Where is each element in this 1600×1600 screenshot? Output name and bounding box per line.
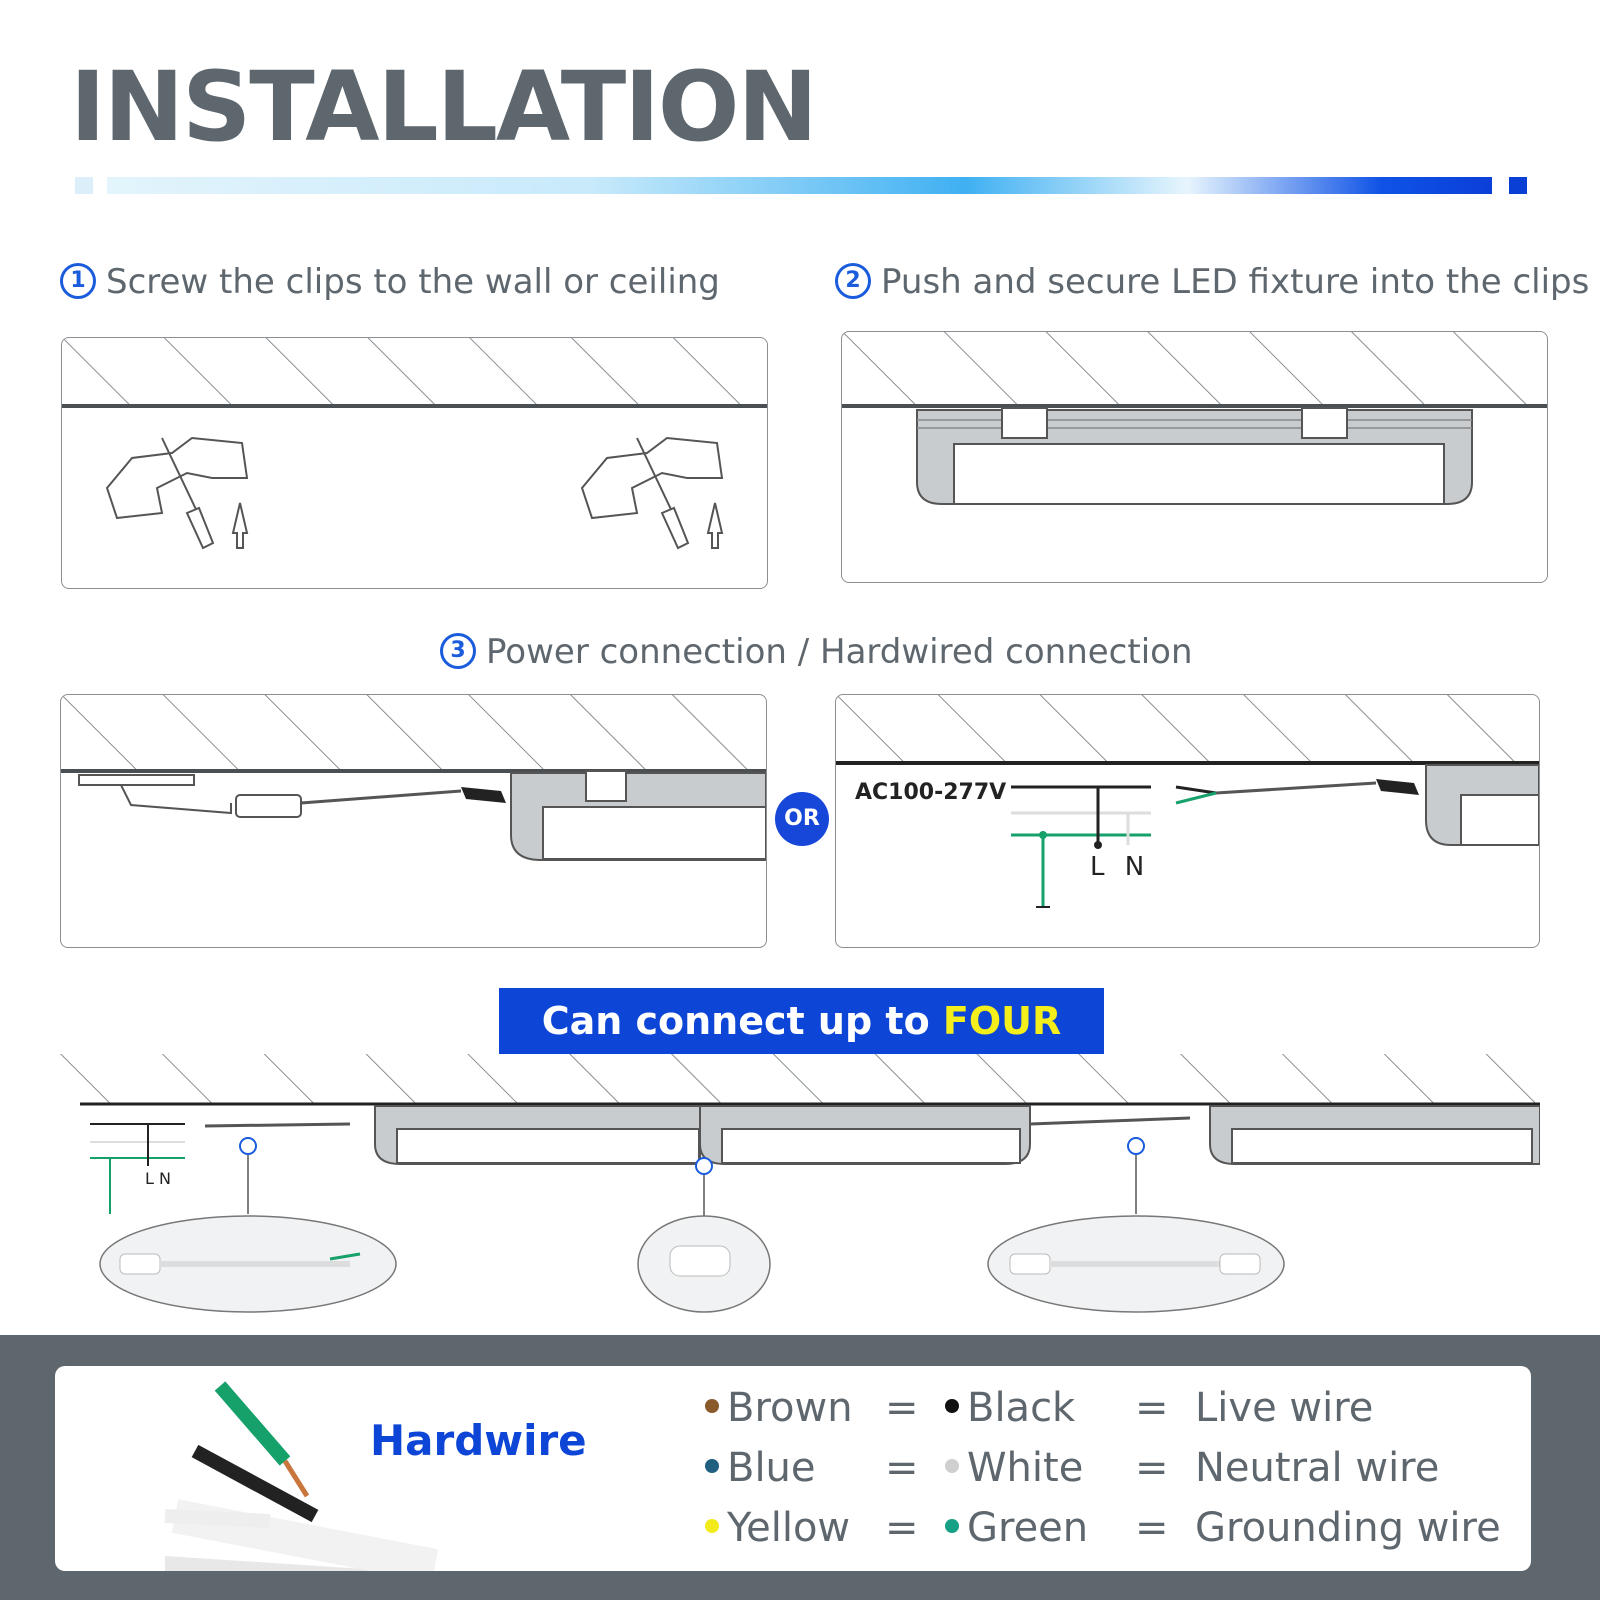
wire-color-b: White: [945, 1446, 1083, 1490]
wire-function: Grounding wire: [1195, 1505, 1501, 1551]
wire-color-a: Yellow: [705, 1506, 850, 1550]
step-1-number: 1: [60, 263, 96, 299]
wiring-legend-card: [55, 1366, 1531, 1571]
step-3-text: Power connection / Hardwired connection: [486, 632, 1193, 672]
callout-pin-icon: [1128, 1138, 1144, 1154]
wire-color-b: Black: [945, 1386, 1075, 1430]
led-fixture-icon: [1210, 1106, 1540, 1164]
step-3-number: 3: [440, 633, 476, 669]
callout-pin-icon: [240, 1138, 256, 1154]
step-3-heading: [440, 632, 1193, 672]
clip-right-icon: [582, 438, 722, 548]
wire-function: Live wire: [1195, 1385, 1374, 1431]
ln-label: L N: [1090, 852, 1151, 882]
switch-icon: [236, 795, 301, 817]
hardwire-cable-icon: [55, 1366, 455, 1571]
step-2-illustration: [841, 331, 1548, 583]
callout-pin-icon: [696, 1158, 712, 1174]
title-underline-right: [1509, 177, 1527, 194]
led-fixture-icon: [700, 1106, 1030, 1164]
equals-sign: =: [1135, 1385, 1169, 1431]
led-fixture-icon: [1426, 765, 1539, 845]
step-2-text: Push and secure LED fixture into the clips: [881, 262, 1590, 302]
color-dot-icon: [705, 1399, 719, 1413]
ln-small-label: L N: [145, 1169, 171, 1188]
equals-sign: =: [1135, 1505, 1169, 1551]
or-badge: OR: [775, 792, 829, 846]
voltage-label: AC100-277V: [855, 780, 1007, 805]
equals-sign: =: [885, 1385, 919, 1431]
wire-function: Neutral wire: [1195, 1445, 1440, 1491]
color-dot-icon: [945, 1399, 959, 1413]
led-fixture-icon: [917, 408, 1472, 504]
plug-connection-illustration: [60, 694, 767, 948]
wire-color-b: Green: [945, 1506, 1088, 1550]
equals-sign: =: [1135, 1445, 1169, 1491]
step-1-illustration: [61, 337, 768, 589]
step-1-heading: [60, 262, 720, 302]
chain-illustration: [60, 1054, 1540, 1324]
wire-color-a: Brown: [705, 1386, 853, 1430]
equals-sign: =: [885, 1445, 919, 1491]
color-dot-icon: [945, 1459, 959, 1473]
color-dot-icon: [945, 1519, 959, 1533]
page-title: INSTALLATION: [70, 51, 816, 163]
title-underline-gradient: [107, 177, 1492, 194]
hardwired-connection-illustration: [835, 694, 1540, 948]
hardwire-title: Hardwire: [370, 1416, 587, 1465]
clip-left-icon: [107, 438, 247, 548]
title-underline-left: [75, 177, 93, 194]
color-dot-icon: [705, 1519, 719, 1533]
wire-color-a: Blue: [705, 1446, 816, 1490]
wiring-symbol-icon: [1011, 787, 1151, 907]
color-dot-icon: [705, 1459, 719, 1473]
connect-four-banner: [499, 988, 1104, 1054]
banner-text: Can connect up to: [541, 999, 943, 1043]
banner-highlight: FOUR: [942, 999, 1062, 1043]
step-1-text: Screw the clips to the wall or ceiling: [106, 262, 720, 302]
step-2-heading: [835, 262, 1589, 302]
step-2-number: 2: [835, 263, 871, 299]
led-fixture-icon: [511, 771, 766, 860]
led-fixture-icon: [375, 1106, 700, 1164]
equals-sign: =: [885, 1505, 919, 1551]
